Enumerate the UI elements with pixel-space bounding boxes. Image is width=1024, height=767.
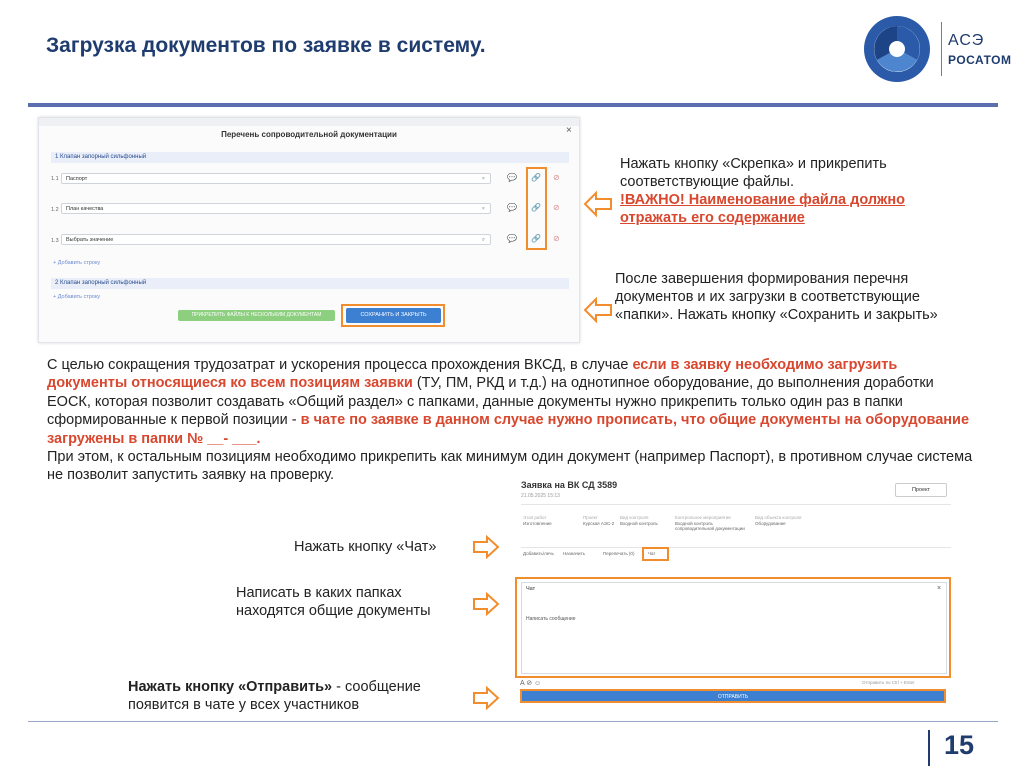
meta-field [755,515,825,526]
send-button[interactable]: ОТПРАВИТЬ [520,689,946,703]
paragraph-highlight: если в заявку необходимо загрузить документы относящиеся ко всем позициям заявки [47,357,898,392]
arrow-right-icon [472,592,500,616]
logo-text-rosatom: РОСАТОМ [948,53,1012,67]
footer-divider [28,721,998,722]
add-row-link[interactable]: + Добавить строку [53,294,101,300]
meta-label: Вид объекта контроля [755,515,802,520]
tab-chat[interactable]: Чат [648,551,656,556]
chat-instruction: Нажать кнопку «Чат» [294,539,437,555]
meta-value: Изготовление [523,520,552,526]
paperclip-icon[interactable]: 🔗 [531,173,541,182]
search-icon[interactable]: ⌕ [481,237,485,243]
main-paragraph [47,356,977,485]
arrow-left-icon [583,297,613,323]
arrow-left-icon [583,191,613,217]
delete-icon[interactable]: ⊘ [553,203,560,212]
request-date: 21.05.2025 15:13 [521,493,560,499]
logo-text-ase: АСЭ [948,32,985,49]
delete-icon[interactable]: ⊘ [553,173,560,182]
document-field-value: План качества [66,206,104,212]
header-divider [28,103,998,107]
meta-field [620,515,665,526]
send-hint: Отправить по Ctrl + Enter [862,680,915,685]
send-instruction [128,678,468,714]
meta-label: Этап работ [523,515,547,520]
meta-value: Входной контроль сопроводительной документации [675,520,745,531]
clear-icon[interactable]: × [481,206,485,212]
page-number-divider [928,730,930,766]
chat-tab-highlight [642,547,669,561]
arrow-right-icon [472,686,500,710]
meta-field [583,515,623,526]
write-instruction: Написать в каких папках находятся общие документы [236,585,431,619]
request-card-screenshot [515,476,955,572]
save-button-highlight [341,304,445,327]
status-button[interactable]: Проект [895,483,947,497]
meta-label: Проект [583,515,598,520]
paragraph-text: (ТУ, ПМ, РКД и т.д.) на однотипное оборудование, до выполнения доработки ЕОСК, которая позволит создавать «Общий раздел» с папками, данные документы нужно прикрепить только один раз в папки сформированные к первой позиции - [47,375,934,429]
clip-warning: !ВАЖНО! Наименование файла должно отражать его содержание [620,192,905,226]
request-title: Заявка на ВК СД 3589 [521,480,618,490]
document-field[interactable] [61,203,491,214]
close-icon[interactable]: × [937,585,942,592]
section-header[interactable]: 2 Клапан запорный сильфонный [51,278,569,289]
comment-icon[interactable]: 💬 [507,234,517,243]
divider [521,504,951,505]
save-instruction: После завершения формирования перечня документов и их загрузки в соответствующие «папки». Нажать кнопку «Сохранить и закрыть» [615,271,938,323]
comment-icon[interactable]: 💬 [507,203,517,212]
paperclip-highlight [526,167,547,250]
chat-toolbar-icons[interactable]: A ⊘ ☺ [520,680,542,687]
tab-assign[interactable]: Назначить [563,551,585,556]
section-header[interactable]: 1 Клапан запорный сильфонный [51,152,569,163]
chat-box [521,582,947,674]
document-field-value: Паспорт [66,176,88,182]
chat-title: Чат [526,586,536,592]
save-and-close-button[interactable]: СОХРАНИТЬ И ЗАКРЫТЬ [346,308,441,323]
delete-icon[interactable]: ⊘ [553,234,560,243]
document-field-value: Выбрать значение [66,237,114,243]
tab-add[interactable]: Добавить/лечь [523,551,554,556]
clip-instruction [620,155,920,227]
slide-title: Загрузка документов по заявке в систему. [46,34,486,57]
meta-value: Курская АЭС-2 [583,520,615,526]
paragraph-text: При этом, к остальным позициям необходимо прикрепить как минимум один документ (например Паспорт), в противном случае система не позволит запустить заявку на проверку. [47,449,973,484]
tab-reprint[interactable]: Перепечать (0) [603,551,635,556]
modal-title: Перечень сопроводительной документации [221,130,397,139]
document-field[interactable] [61,173,491,184]
documents-modal-screenshot [38,117,580,343]
logo-divider [941,22,942,76]
row-number: 1.1 [51,176,59,182]
close-icon[interactable]: × [566,125,572,136]
clip-instruction-text: Нажать кнопку «Скрепка» и прикрепить соответствующие файлы. [620,156,887,190]
meta-value: Оборудование [755,520,786,526]
paragraph-text: С целью сокращения трудозатрат и ускорения процесса прохождения ВКСД, в случае [47,357,633,373]
comment-icon[interactable]: 💬 [507,173,517,182]
row-number: 1.2 [51,207,59,213]
page-number: 15 [944,730,975,760]
modal-header-strip [39,118,579,126]
send-instruction-text: - сообщение появится в чате у всех участников [128,679,421,713]
row-number: 1.3 [51,238,59,244]
clear-icon[interactable]: × [481,176,485,182]
meta-label: Контрольное мероприятие [675,515,731,520]
message-input[interactable]: Написать сообщение [526,616,576,622]
paperclip-icon[interactable]: 🔗 [531,203,541,212]
arrow-right-icon [472,535,500,559]
meta-field [675,515,745,532]
chat-panel-screenshot [515,577,951,678]
meta-label: Вид контроля [620,515,649,520]
add-row-link[interactable]: + Добавить строку [53,260,101,266]
send-instruction-bold: Нажать кнопку «Отправить» [128,679,333,695]
paragraph-highlight: в чате по заявке в данном случае нужно прописать, что общие документы на оборудование загружены в папки № __- ___. [47,412,970,447]
meta-value: Входной контроль [620,520,658,526]
paperclip-icon[interactable]: 🔗 [531,234,541,243]
divider [521,547,951,548]
attach-files-button[interactable]: ПРИКРЕПИТЬ ФАЙЛЫ К НЕСКОЛЬКИМ ДОКУМЕНТАМ [178,310,335,321]
rosatom-logo-icon [862,14,932,84]
meta-field [523,515,583,526]
document-field[interactable] [61,234,491,245]
